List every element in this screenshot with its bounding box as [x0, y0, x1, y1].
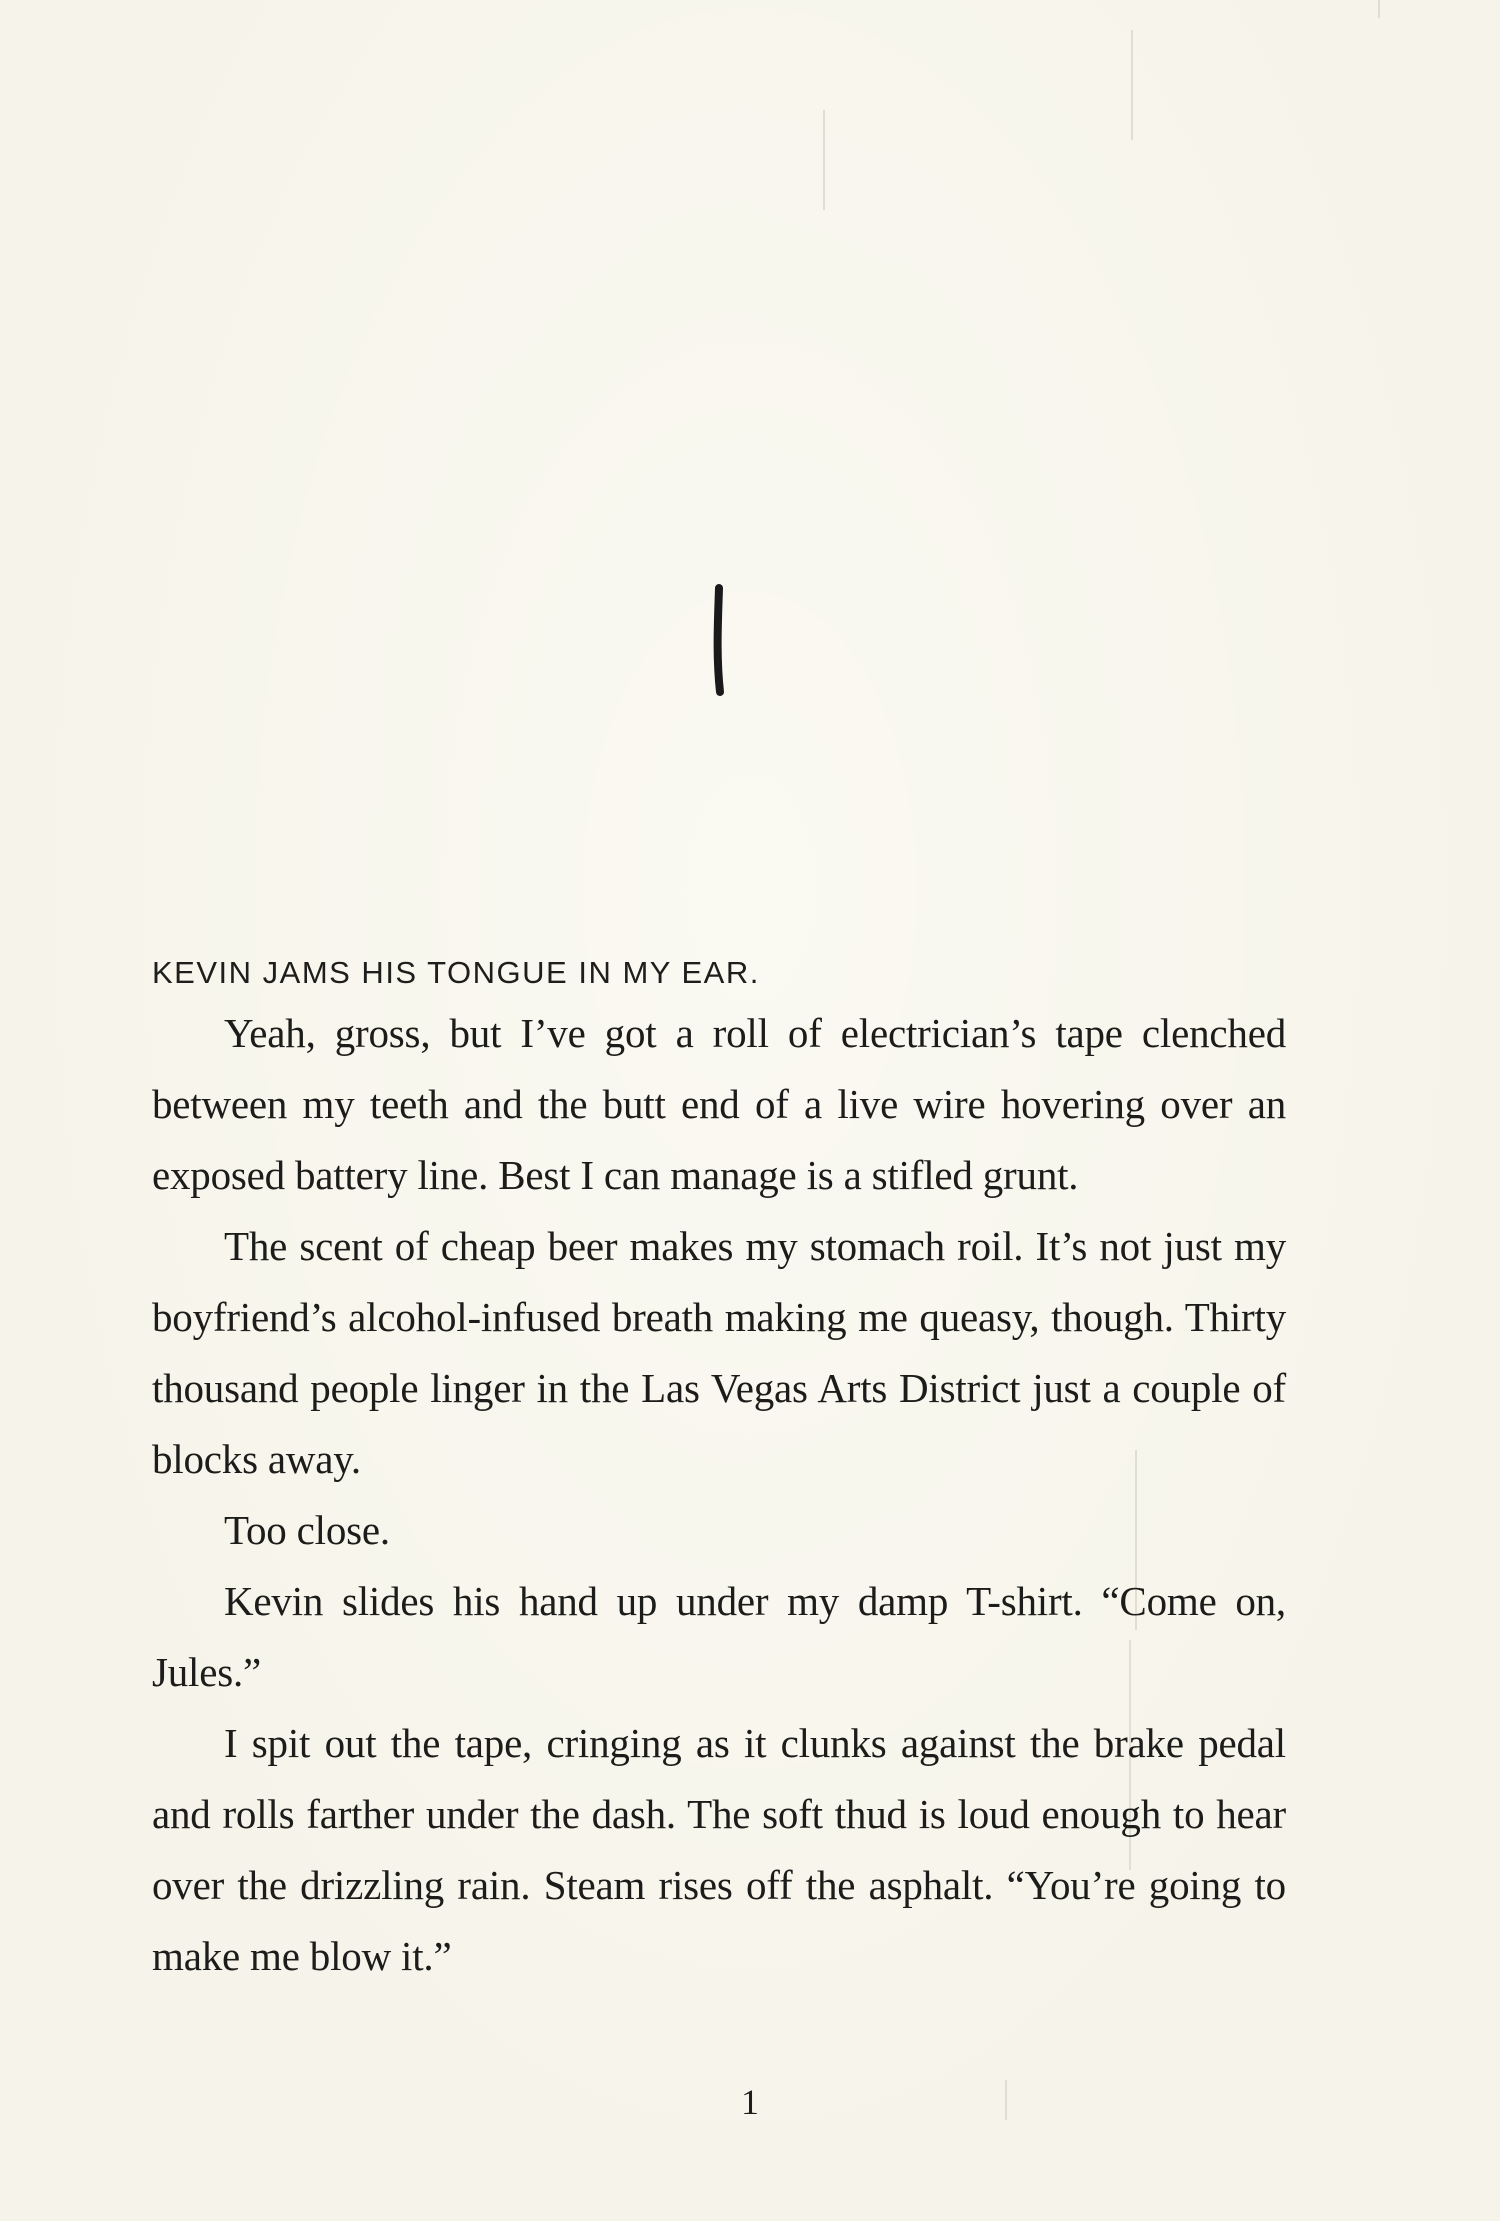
chapter-number — [700, 580, 740, 700]
paragraph: I spit out the tape, cringing as it clunks against the brake pedal and rolls farther under the dash. The soft thud is loud enough to hear over the drizzling rain. Steam rises off the asphalt. “You’re going to make me blow it.” — [152, 1720, 1286, 1979]
opening-line: KEVIN JAMS HIS TONGUE IN MY EAR. — [152, 955, 760, 990]
paragraph: The scent of cheap beer makes my stomach roil. It’s not just my boyfriend’s alcohol-infused breath making me queasy, though. Thirty thousand people linger in the Las Vegas Arts District just a couple of blocks away. — [152, 1223, 1286, 1482]
scan-artifact-line — [823, 110, 825, 210]
chapter-number-glyph — [700, 580, 740, 700]
paragraph: Too close. — [224, 1507, 390, 1553]
paragraph: Kevin slides his hand up under my damp T-shirt. “Come on, Jules.” — [152, 1578, 1286, 1695]
paragraph: Yeah, gross, but I’ve got a roll of electrician’s tape clenched between my teeth and the butt end of a live wire hovering over an exposed battery line. Best I can manage is a stifled grunt. — [152, 1010, 1286, 1198]
scan-artifact-line — [1131, 30, 1133, 140]
page-number: 1 — [741, 2082, 759, 2122]
chapter-text — [152, 948, 1286, 1992]
scan-artifact-line — [1378, 0, 1380, 18]
